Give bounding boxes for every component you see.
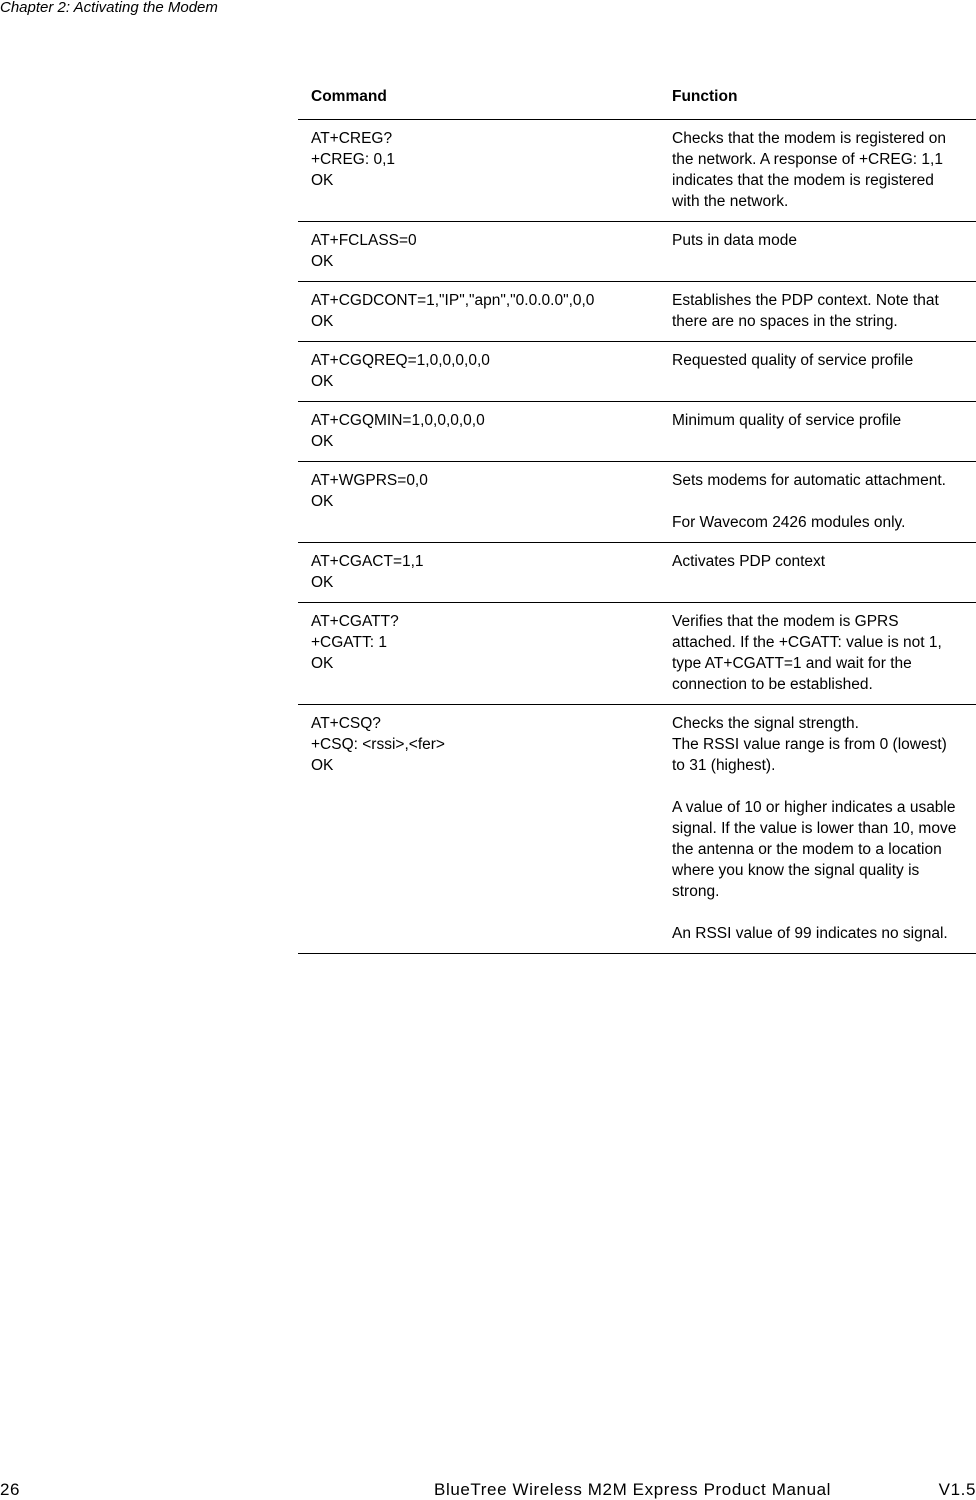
- function-cell: [659, 342, 976, 402]
- command-line: OK: [311, 757, 334, 774]
- paragraph-gap: [672, 776, 964, 797]
- function-text: Activates PDP context: [672, 553, 826, 570]
- table-header-row: [298, 86, 976, 120]
- table-row: [298, 402, 976, 462]
- command-cell: [298, 705, 659, 954]
- command-cell: [298, 603, 659, 705]
- table-row: [298, 222, 976, 282]
- command-line: OK: [311, 313, 334, 330]
- function-text: Checks that the modem is registered on the network. A response of +CREG: 1,1 indicates that the modem is registered with the network.: [672, 130, 946, 210]
- function-text: For Wavecom 2426 modules only.: [672, 514, 906, 531]
- function-text: A value of 10 or higher indicates a usable signal. If the value is lower than 10, move the antenna or the modem to a location where you know the signal quality is strong.: [672, 799, 957, 900]
- table-row: [298, 282, 976, 342]
- function-cell: [659, 120, 976, 222]
- page-number: 26: [0, 1480, 21, 1499]
- function-cell: [659, 543, 976, 603]
- function-text: Sets modems for automatic attachment.: [672, 472, 946, 489]
- command-cell: [298, 402, 659, 462]
- command-cell: [298, 462, 659, 543]
- command-line: AT+FCLASS=0: [311, 232, 417, 249]
- function-text: Requested quality of service profile: [672, 352, 914, 369]
- command-line: AT+CGQMIN=1,0,0,0,0,0: [311, 412, 485, 429]
- function-cell: [659, 282, 976, 342]
- function-text: Checks the signal strength.: [672, 715, 859, 732]
- paragraph-gap: [672, 902, 964, 923]
- command-line: OK: [311, 253, 334, 270]
- table-row: [298, 462, 976, 543]
- function-cell: [659, 705, 976, 954]
- command-line: OK: [311, 172, 334, 189]
- function-text: An RSSI value of 99 indicates no signal.: [672, 925, 948, 942]
- command-line: +CSQ: <rssi>,<fer>: [311, 736, 445, 753]
- paragraph-gap: [672, 491, 964, 512]
- function-text: Establishes the PDP context. Note that there are no spaces in the string.: [672, 292, 939, 330]
- function-cell: [659, 603, 976, 705]
- command-cell: [298, 543, 659, 603]
- command-line: AT+CGDCONT=1,"IP","apn","0.0.0.0",0,0: [311, 292, 595, 309]
- table-row: [298, 603, 976, 705]
- command-line: +CGATT: 1: [311, 634, 387, 651]
- function-text: Verifies that the modem is GPRS attached. If the +CGATT: value is not 1, type AT+CGATT=1 and wait for the connection to be established.: [672, 613, 942, 693]
- function-cell: [659, 402, 976, 462]
- running-header-chapter: Chapter 2: Activating the Modem: [0, 0, 218, 16]
- command-line: OK: [311, 373, 334, 390]
- command-cell: [298, 222, 659, 282]
- command-line: AT+CSQ?: [311, 715, 381, 732]
- column-header-command: Command: [298, 86, 659, 120]
- function-text: Puts in data mode: [672, 232, 797, 249]
- at-command-table: [298, 86, 976, 954]
- table-row: [298, 342, 976, 402]
- command-line: AT+CGQREQ=1,0,0,0,0,0: [311, 352, 490, 369]
- command-line: AT+CGACT=1,1: [311, 553, 424, 570]
- command-line: OK: [311, 493, 334, 510]
- command-line: AT+CREG?: [311, 130, 393, 147]
- function-text: Minimum quality of service profile: [672, 412, 902, 429]
- command-line: OK: [311, 433, 334, 450]
- command-line: AT+CGATT?: [311, 613, 399, 630]
- table-row: [298, 543, 976, 603]
- function-cell: [659, 462, 976, 543]
- manual-title: BlueTree Wireless M2M Express Product Manual: [434, 1480, 832, 1499]
- command-line: OK: [311, 655, 334, 672]
- command-line: +CREG: 0,1: [311, 151, 395, 168]
- column-header-function: Function: [659, 86, 976, 120]
- document-version: V1.5: [938, 1480, 976, 1499]
- table-row: [298, 120, 976, 222]
- command-cell: [298, 282, 659, 342]
- command-cell: [298, 120, 659, 222]
- command-line: AT+WGPRS=0,0: [311, 472, 428, 489]
- command-line: OK: [311, 574, 334, 591]
- table-row: [298, 705, 976, 954]
- function-text: The RSSI value range is from 0 (lowest) to 31 (highest).: [672, 736, 947, 774]
- command-cell: [298, 342, 659, 402]
- function-cell: [659, 222, 976, 282]
